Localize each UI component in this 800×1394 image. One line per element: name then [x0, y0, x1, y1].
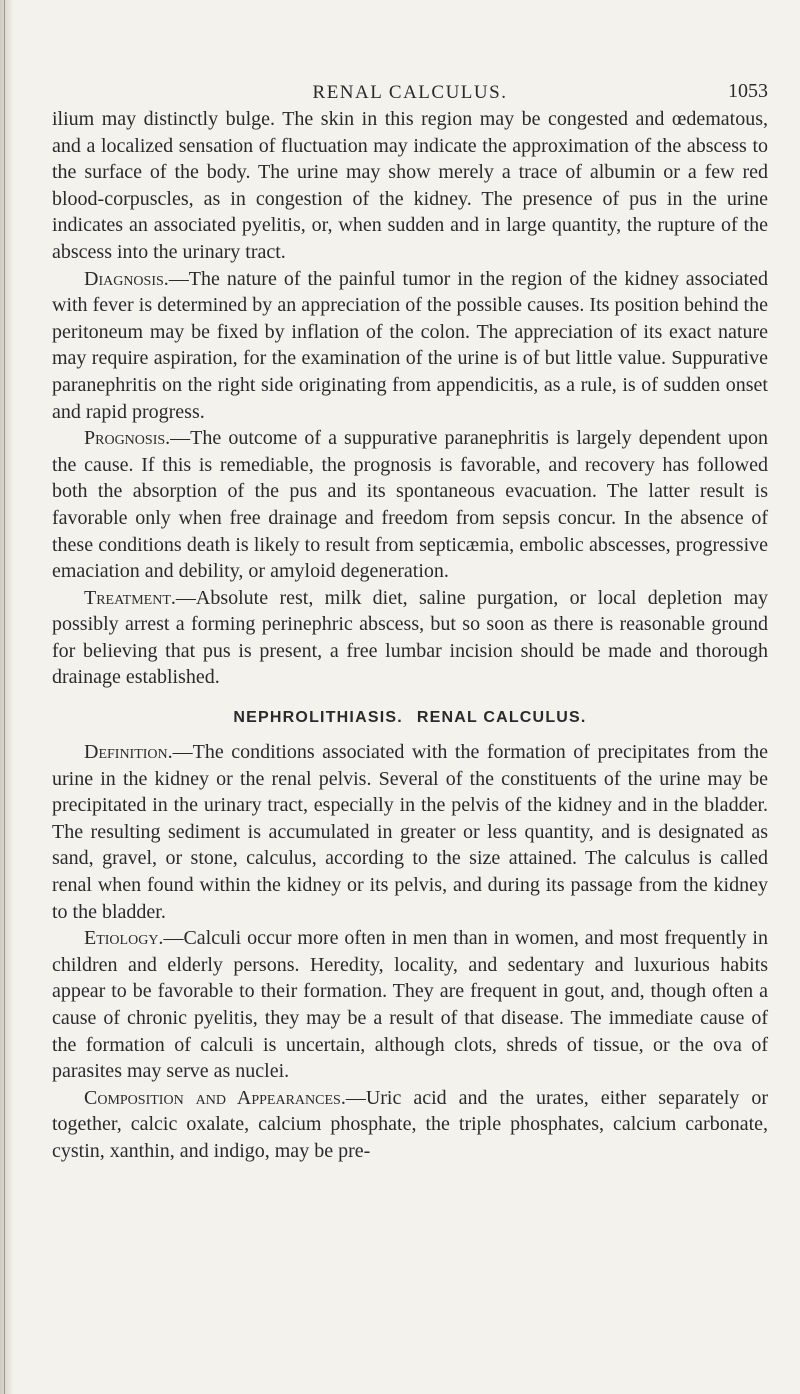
paragraph-etiology	[52, 925, 768, 1085]
paragraph-text: ilium may distinctly bulge. The skin in this region may be congested and œdematous, and a localized sensation of fluctuation may indicate the approximation of the abscess to the surface of the body. The urine may show merely a trace of albumin or a few red blood-corpuscles, as in congestion of the kidney. The presence of pus in the urine indicates an associated pyelitis, or, when sudden and in large quantity, the rupture of the abscess into the urinary tract.	[52, 108, 768, 263]
section-title-primary: NEPHROLITHIASIS.	[233, 709, 403, 727]
paragraph-lead: Treatment.	[84, 586, 176, 609]
page-header	[52, 70, 768, 106]
paragraph-text: —The conditions associated with the formation of precipitates from the urine in the kidney or the renal pelvis. Several of the constituents of the urine may be precipitated in the urinary tract, especially in the pelvis of the kidney and in the bladder. The resulting sediment is accumulated in greater or less quantity, and is designated as sand, gravel, or stone, calculus, according to the size attained. The calculus is called renal when found within the kidney or its pelvis, and during its passage from the kidney to the bladder.	[52, 741, 768, 923]
paragraph-text: —Absolute rest, milk diet, saline purgation, or local depletion may possibly arrest a forming perinephric abscess, but so soon as there is reasonable ground for believing that pus is present, a free lumbar incision should be made and thorough drainage established.	[52, 586, 768, 689]
paragraph-text: —Calculi occur more often in men than in women, and most frequently in children and elderly persons. Heredity, locality, and sedentary and luxurious habits appear to be favorable to their formation. They are frequent in gout, and, though often a cause of chronic pyelitis, they may be a result of that disease. The immediate cause of the formation of calculi is uncertain, although clots, shreds of tissue, or the ova of parasites may serve as nuclei.	[52, 927, 768, 1083]
book-page	[52, 70, 768, 1165]
section-title-secondary: RENAL CALCULUS.	[416, 709, 587, 727]
paragraph-definition	[52, 739, 768, 925]
paragraph-composition	[52, 1085, 768, 1165]
paragraph-diagnosis	[52, 266, 768, 426]
paragraph-lead: Diagnosis.	[84, 267, 169, 290]
paragraph-lead: Etiology.	[84, 927, 164, 950]
section-title	[52, 709, 768, 727]
paragraph-prognosis	[52, 425, 768, 585]
paragraph-lead: Composition and Appearances.	[84, 1086, 346, 1109]
paragraph-treatment	[52, 585, 768, 691]
page-number: 1053	[728, 80, 768, 102]
paragraph-lead: Prognosis.	[84, 427, 171, 450]
paragraph-lead: Definition.	[84, 741, 173, 764]
paragraph-text: —The nature of the painful tumor in the region of the kidney associated with fever is determined by an appreciation of the possible causes. Its position behind the peritoneum may be fixed by inflation of the colon. The appreciation of its exact nature may require aspiration, for the examination of the urine is of but little value. Suppurative paranephritis on the right side originating from appendicitis, as a rule, is of sudden onset and rapid progress.	[52, 267, 768, 423]
page-binding-edge	[4, 0, 5, 1394]
paragraph-text: —The outcome of a suppurative paranephritis is largely dependent upon the cause. If this is remediable, the prognosis is favorable, and recovery has followed both the absorption of the pus and its spontaneous evacuation. The latter result is favorable only when free drainage and freedom from sepsis concur. In the absence of these conditions death is likely to result from septicæmia, embolic abscesses, progressive emaciation and debility, or amyloid degeneration.	[52, 427, 768, 583]
running-head: RENAL CALCULUS.	[312, 82, 508, 103]
page-binding-shadow	[0, 0, 14, 1394]
paragraph-text: —Uric acid and the urates, either separately or together, calcic oxalate, calcium phosphate, the triple phosphates, calcium carbonate, cystin, xanthin, and indigo, may be pre-	[52, 1086, 768, 1162]
paragraph-continuation	[52, 106, 768, 266]
